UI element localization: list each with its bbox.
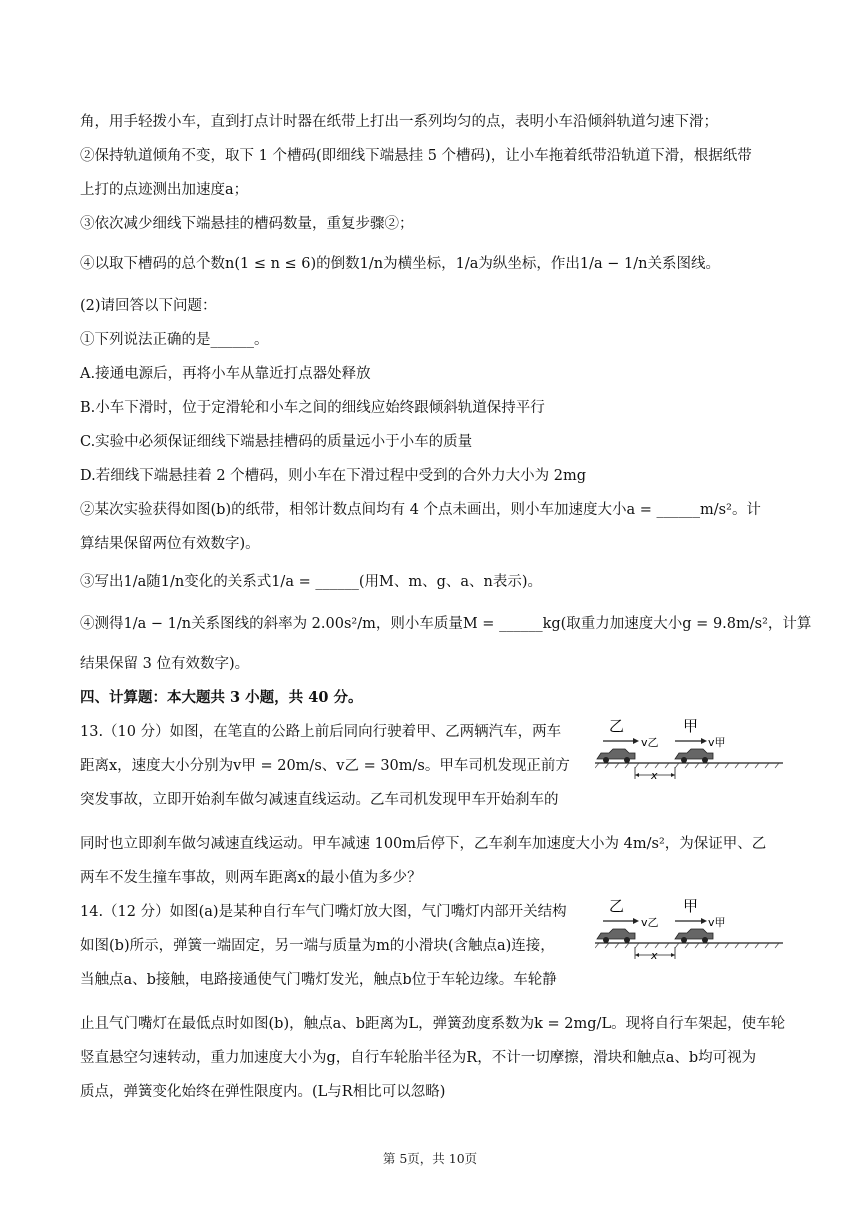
two-cars-figure — [595, 715, 785, 785]
text-line: 如图(b)所示，弹簧一端固定，另一端与质量为m的小滑块(含触点a)连接， — [80, 938, 555, 954]
road-hatch — [595, 763, 779, 768]
text-line: 结果保留 3 位有效数字)。 — [80, 656, 250, 672]
road-hatch — [595, 943, 779, 948]
text-line: 14.（12 分）如图(a)是某种自行车气门嘴灯放大图，气门嘴灯内部开关结构 — [80, 904, 567, 920]
text-line: 上打的点迹测出加速度a； — [80, 182, 249, 198]
text-line: 算结果保留两位有效数字)。 — [80, 536, 260, 552]
option-a: A.接通电源后，再将小车从靠近打点器处释放 — [80, 366, 371, 382]
velocity-label-right: v甲 — [708, 916, 726, 929]
text-line: 当触点a、b接触，电路接通使气门嘴灯发光，触点b位于车轮边缘。车轮静 — [80, 972, 557, 988]
car-label-right: 甲 — [683, 897, 699, 915]
distance-label: x — [651, 949, 658, 962]
option-c: C.实验中必须保证细线下端悬挂槽码的质量远小于小车的质量 — [80, 434, 473, 450]
arrowhead-left — [633, 918, 639, 924]
velocity-label-right: v甲 — [708, 736, 726, 749]
text-line: 13.（10 分）如图，在笔直的公路上前后同向行驶着甲、乙两辆汽车，两车 — [80, 724, 562, 740]
car-left-icon — [597, 929, 635, 943]
arrowhead-right — [701, 738, 707, 744]
car-label-left: 乙 — [609, 717, 625, 735]
text-line: 竖直悬空匀速转动，重力加速度大小为g，自行车轮胎半径为R，不计一切摩擦，滑块和触点a、b均可视为 — [80, 1050, 757, 1066]
text-line: 角，用手轻拨小车，直到打点计时器在纸带上打出一系列均匀的点，表明小车沿倾斜轨道匀速下滑； — [80, 114, 718, 130]
option-b: B.小车下滑时，位于定滑轮和小车之间的细线应始终跟倾斜轨道保持平行 — [80, 400, 545, 416]
arrowhead-left — [633, 738, 639, 744]
text-line: 突发事故，立即开始刹车做匀减速直线运动。乙车司机发现甲车开始刹车的 — [80, 792, 559, 808]
text-line: 质点，弹簧变化始终在弹性限度内。(L与R相比可以忽略) — [80, 1084, 446, 1100]
option-d: D.若细线下端悬挂着 2 个槽码，则小车在下滑过程中受到的合外力大小为 2mg — [80, 468, 587, 484]
two-cars-figure-2 — [595, 895, 785, 965]
text-line: ①下列说法正确的是______。 — [80, 332, 269, 348]
page-footer: 第 5页，共 10页 — [382, 1151, 478, 1166]
text-line: 距离x，速度大小分别为v甲 = 20m/s、v乙 = 30m/s。甲车司机发现正前方 — [80, 758, 570, 774]
car-right-icon — [675, 749, 713, 763]
section-heading: 四、计算题：本大题共 3 小题，共 40 分。 — [80, 689, 363, 706]
velocity-label-left: v乙 — [641, 736, 659, 749]
distance-label: x — [651, 769, 658, 782]
car-label-right: 甲 — [683, 717, 699, 735]
text-line: ④以取下槽码的总个数n(1 ≤ n ≤ 6)的倒数1/n为横坐标，1/a为纵坐标，作出1/a − 1/n关系图线。 — [80, 256, 720, 272]
text-line: 止且气门嘴灯在最低点时如图(b)，触点a、b距离为L，弹簧劲度系数为k = 2mg/L。现将自行车架起，使车轮 — [80, 1016, 786, 1032]
velocity-label-left: v乙 — [641, 916, 659, 929]
text-line: ④测得1/a − 1/n关系图线的斜率为 2.00s²/m，则小车质量M = ______kg(取重力加速度大小g = 9.8m/s²，计算 — [80, 616, 812, 632]
text-line: ③依次减少细线下端悬挂的槽码数量，重复步骤②； — [80, 216, 414, 232]
text-line: 同时也立即刹车做匀减速直线运动。甲车减速 100m后停下，乙车刹车加速度大小为 4m/s²，为保证甲、乙 — [80, 836, 767, 852]
arrowhead-right — [701, 918, 707, 924]
car-right-icon — [675, 929, 713, 943]
car-label-left: 乙 — [609, 897, 625, 915]
car-left-icon — [597, 749, 635, 763]
text-line: 两车不发生撞车事故，则两车距离x的最小值为多少？ — [80, 870, 422, 886]
text-line: ②保持轨道倾角不变，取下 1 个槽码(即细线下端悬挂 5 个槽码)，让小车拖着纸带沿轨道下滑，根据纸带 — [80, 148, 752, 164]
text-line: (2)请回答以下问题： — [80, 298, 217, 314]
text-line: ②某次实验获得如图(b)的纸带，相邻计数点间均有 4 个点未画出，则小车加速度大小a = ______m/s²。计 — [80, 502, 761, 518]
text-line: ③写出1/a随1/n变化的关系式1/a = ______(用M、m、g、a、n表示)。 — [80, 574, 543, 590]
